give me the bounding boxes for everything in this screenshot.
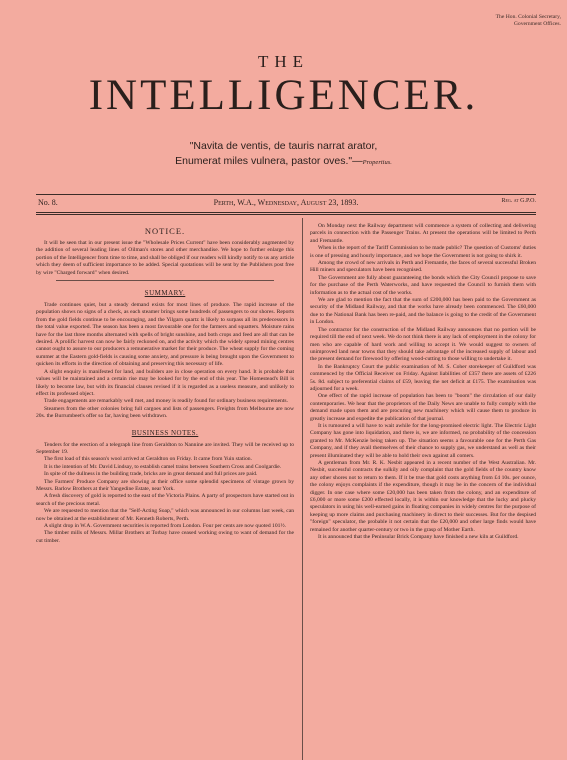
business-paragraph: It is the intention of Mr. David Lindsay, to establish camel trains between Southern Cross and Coolgardie. bbox=[44, 463, 282, 470]
summary-paragraph: A slight enquiry is manifested for land, and builders are in close operation on every hand. It is probable that values will be maintained and a certain rise may be looked for by the end of this year. The Homestead's Bill is likely to become law, but with its financial clauses revised if it is regarded as a useless measure, and unlikely to effect its professed object. bbox=[36, 368, 294, 397]
news-paragraph: It is rumoured a will have to wait awhile for the long-promised electric light. The Electric Light Company has gone into liquidation, and there is, we are informed, no probability of the concession granted to Mr. McKenzie being taken up. The situation seems a favourable one for the Perth Gas Company, and if they avail themselves of their chance to supply gas, we understand as well as their present illuminated they will be able to hold their own against all comers. bbox=[310, 422, 536, 459]
business-paragraph: Tenders for the erection of a telegraph line from Geraldton to Nannine are invited. They will be received up to September 19. bbox=[36, 441, 294, 455]
business-paragraph: The first load of this season's wool arrived at Geraldton on Friday. It came from Yuin station. bbox=[44, 456, 252, 463]
notice-paragraph: It will be seen that in our present issue the "Wholesale Prices Current" have been considerably augmented by the addition of several leading lines of Oilman's stores and other merchandise. We hope to further enlarge this portion of the Intelligencer from time to time, and shall be obliged if our readers will kindly notify to us any article which they deem of sufficient importance to be added. Special quotations will be sent by the Publishers post free by wire "Charged forward" when desired. bbox=[36, 240, 294, 276]
summary-paragraph: Trade engagements are remarkably well met, and money is readily found for ordinary business requirements. bbox=[44, 398, 288, 405]
left-column bbox=[36, 223, 294, 545]
summary-paragraph: Steamers from the other colonies bring full cargoes and lists of passengers. Freights from Melbourne are now 20s. the Burrumbeet's offer so far, having been withdrawn. bbox=[36, 405, 294, 420]
dateline bbox=[36, 198, 536, 210]
dateline-rule bbox=[36, 212, 536, 213]
issue-number: No. 8. bbox=[38, 198, 58, 207]
news-paragraph: A gentleman from Mr. R. K. Nesbit appeared in a recent number of the West Australian. Mr. Nesbit, successful contracts the sulkily and oily complaint that the gold fields of the country know any other shores not to return to them. If it be true that gold costs anything from £4 10s. per ounce, the colony enjoys complaints if the expenditure, though it may be in the concern of the individual digger. In one case where some £20,000 has been taken from the colony, and an expenditure of £6,000 or more some £200 effected locally, it is within our knowledge that the lucky and plucky speculators in using his well-earned gains in floating companies in widely centres for the purpose of keeping up more claims and purchasing machinery in direct to their successes. But for the despised "foreign" speculator, the probable it not certain that the £20,000 and other large finds would have remained for another quarter-century or two in the grasp of Mother Earth. bbox=[310, 460, 536, 533]
summary-heading: SUMMARY. bbox=[144, 289, 186, 298]
news-paragraph: The contractor for the construction of the Midland Railway announces that no portion will be required till the end of next week. We do not think there is any lack of employment in the colony for men who are capable of hard work and willing to accept it. We would suggest to owners of unimproved land near towns that they should take advantage of the increased supply of labour and the present demand for firewood by offering wood-cutting to those willing to undertake it. bbox=[310, 326, 536, 363]
registration-note: Reg. at G.P.O. bbox=[501, 198, 536, 204]
business-notes-heading: BUSINESS NOTES. bbox=[131, 428, 199, 437]
news-paragraph: Among the crowd of new arrivals in Perth and Fremantle, the faces of several successful Broken Hill miners and speculators have been recognised. bbox=[310, 260, 536, 274]
stamp-line: Government Offices. bbox=[513, 21, 561, 27]
business-paragraph: The Farmers' Produce Company are showing at their office some splendid specimens of vintage grown by Messrs. Barlow Brothers at their Yangedine Estate, near York. bbox=[36, 478, 294, 492]
stamp-line: The Hon. Colonial Secretary, bbox=[495, 14, 561, 20]
dateline-rule-double bbox=[36, 214, 536, 215]
top-rule bbox=[36, 194, 536, 195]
issue-date: Perth, W.A., Wednesday, August 23, 1893. bbox=[213, 198, 359, 207]
notice-heading: NOTICE. bbox=[144, 226, 186, 236]
news-paragraph: We are glad to mention the fact that the sum of £200,000 has been paid to the Government as security of the Midland Railway, and that the works have already been commenced. The £60,000 due to the National Bank has been re-paid, and the balance is going to the credit of the Government in London. bbox=[310, 297, 536, 326]
motto-source: Propertius. bbox=[362, 159, 392, 166]
column-divider bbox=[302, 218, 303, 760]
masthead-title: INTELLIGENCER. bbox=[88, 72, 479, 119]
motto-line-1: "Navita de ventis, de tauris narrat arator, bbox=[189, 140, 378, 152]
business-paragraph: In spite of the dullness in the building trade, bricks are in great demand and full prices are paid. bbox=[44, 471, 258, 478]
news-paragraph: When is the report of the Tariff Commission to be made public? The question of Customs' duties is one of pressing and hourly importance, and we hope the Government is not going to shirk it. bbox=[310, 245, 536, 259]
motto-line-2 bbox=[0, 155, 567, 167]
news-paragraph: The Government are fully about guaranteeing the bonds which the City Council propose to save for the purchase of the Perth Waterworks, and have requested the Council to furnish them with information as to the actual cost of the works. bbox=[310, 274, 536, 296]
news-paragraph: It is announced that the Peninsular Brick Company have finished a new kiln at Guildford. bbox=[318, 534, 519, 541]
address-stamp bbox=[453, 14, 561, 28]
news-paragraph: In the Bankruptcy Court the public examination of M. S. Coher storekeeper of Guildford was commenced by the Official Receiver on Friday. Against liabilities of £357 there are assets of £226 5s. 8d. subject to preferential claims of £59, leaving the net deficit at £175. The examination was adjourned for a week. bbox=[310, 363, 536, 392]
business-paragraph: A slight drop in W.A. Government securities is reported from London. Four per cents are now quoted 101½. bbox=[44, 523, 287, 529]
news-paragraph: One effect of the rapid increase of population has been to "boom" the circulation of our daily contemporaries. We hear that the proprietors of the Daily News are unable to fully comply with the demand made upon them and are procuring new machinery which will cause them to produce in greatly increase and expedite the publication of that journal. bbox=[310, 393, 536, 422]
business-paragraph: A fresh discovery of gold is reported to the east of the Victoria Plains. A party of prospectors have started out in search of the precious metal. bbox=[36, 493, 294, 507]
business-paragraph: We are requested to mention that the "Self-Acting Soap," which was announced in our columns last week, can now be obtained at the establishment of Mr. Kenneth Roberts, Perth. bbox=[36, 508, 294, 522]
right-column bbox=[310, 223, 536, 541]
business-paragraph: The timber mills of Messrs. Millar Brothers at Torbay have ceased working owing to want of demand for the cut timber. bbox=[36, 530, 294, 544]
masthead-the: THE bbox=[257, 52, 310, 71]
motto-text: Enumerat miles vulnera, pastor oves."— bbox=[175, 155, 363, 167]
news-paragraph: On Monday next the Railway department will commence a system of collecting and delivering parcels in connection with the Passenger Trains. At present the operations will be limited to Perth and Fremantle. bbox=[310, 223, 536, 244]
section-divider bbox=[56, 280, 274, 281]
summary-paragraph: Trade continues quiet, but a steady demand exists for most lines of produce. The rapid increase of the population shows no signs of a check, as each steamer brings some hundreds of passengers to our shores. Reports from the gold fields continue to be encouraging, and the Yilgarn quartz is likely to surpass all its predecessors in the total value exported. The season has been a most favourable one for the farmers and squatters. Moisture rains have for the last three months alternated with spells of bright sunshine, and both crops and feed are all that can be desired. A prolific harvest can now be fairly reckoned on, and the activity which the widely spread mining centres cannot ought to assure to our producers a remunerative market for their produce. The wheat supply for the coming summer at the Eastern gold-fields is causing some anxiety, and pressure is being brought upon the Government to quicken its efforts in the direction of obtaining and preserving this necessary of life. bbox=[36, 302, 294, 368]
